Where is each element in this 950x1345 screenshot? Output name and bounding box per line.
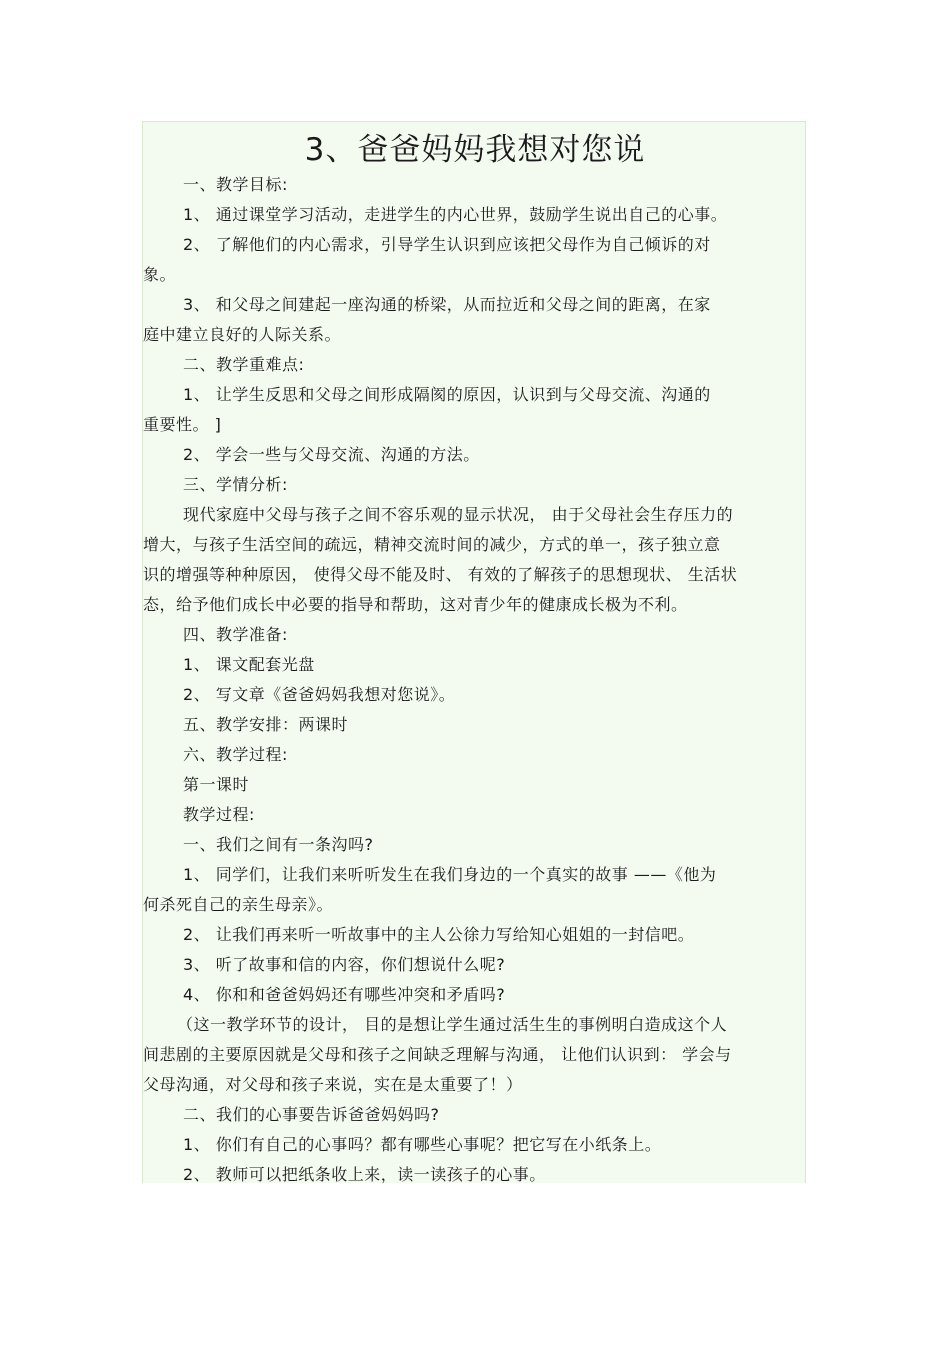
text-line: 现代家庭中父母与孩子之间不容乐观的显示状况， 由于父母社会生存压力的	[183, 505, 734, 524]
text-line: 庭中建立良好的人际关系。	[143, 325, 342, 344]
text-line: 二、教学重难点:	[183, 355, 305, 374]
document-page	[142, 121, 806, 1183]
text-line: 重要性。 ]	[143, 415, 222, 434]
text-line: 父母沟通，对父母和孩子来说，实在是太重要了！）	[143, 1075, 523, 1094]
text-line: 三、学情分析:	[183, 475, 288, 494]
text-line: 2、 了解他们的内心需求，引导学生认识到应该把父母作为自己倾诉的对	[183, 235, 711, 254]
text-line: 识的增强等种种原因， 使得父母不能及时、 有效的了解孩子的思想现状、 生活状	[143, 565, 738, 584]
text-line: 一、教学目标:	[183, 175, 288, 194]
text-line: 何杀死自己的亲生母亲》。	[143, 895, 334, 914]
text-line: 六、教学过程:	[183, 745, 288, 764]
text-line: 教学过程:	[183, 805, 255, 824]
text-line: 一、我们之间有一条沟吗?	[183, 835, 374, 854]
text-line: 1、 让学生反思和父母之间形成隔阂的原因，认识到与父母交流、沟通的	[183, 385, 711, 404]
text-line: 1、 同学们，让我们来听听发生在我们身边的一个真实的故事 ——《他为	[183, 865, 717, 884]
text-line: 1、 课文配套光盘	[183, 655, 315, 674]
text-line: 第一课时	[183, 775, 250, 794]
text-line: 五、教学安排：两课时	[183, 715, 349, 734]
text-line: 3、 听了故事和信的内容，你们想说什么呢?	[183, 955, 506, 974]
text-line: 象。	[143, 265, 177, 284]
document-title: 3、爸爸妈妈我想对您说	[304, 132, 646, 168]
text-line: 4、 你和和爸爸妈妈还有哪些冲突和矛盾吗?	[183, 985, 506, 1004]
text-line: （这一教学环节的设计， 目的是想让学生通过活生生的事例明白造成这个人	[177, 1015, 728, 1034]
text-line: 2、 写文章《爸爸妈妈我想对您说》。	[183, 685, 456, 704]
text-line: 2、 让我们再来听一听故事中的主人公徐力写给知心姐姐的一封信吧。	[183, 925, 695, 944]
text-line: 间悲剧的主要原因就是父母和孩子之间缺乏理解与沟通， 让他们认识到： 学会与	[143, 1045, 732, 1064]
text-line: 二、我们的心事要告诉爸爸妈妈吗?	[183, 1105, 440, 1124]
text-line: 四、教学准备:	[183, 625, 288, 644]
text-line: 态，给予他们成长中必要的指导和帮助，这对青少年的健康成长极为不利。	[143, 595, 688, 614]
text-line: 3、 和父母之间建起一座沟通的桥梁，从而拉近和父母之间的距离，在家	[183, 295, 711, 314]
text-line: 2、 教师可以把纸条收上来，读一读孩子的心事。	[183, 1165, 546, 1183]
text-line: 增大，与孩子生活空间的疏远，精神交流时间的减少，方式的单一，孩子独立意	[143, 535, 721, 554]
text-line: 1、 你们有自己的心事吗？都有哪些心事呢？把它写在小纸条上。	[183, 1135, 662, 1154]
text-line: 2、 学会一些与父母交流、沟通的方法。	[183, 445, 480, 464]
text-line: 1、 通过课堂学习活动，走进学生的内心世界，鼓励学生说出自己的心事。	[183, 205, 728, 224]
